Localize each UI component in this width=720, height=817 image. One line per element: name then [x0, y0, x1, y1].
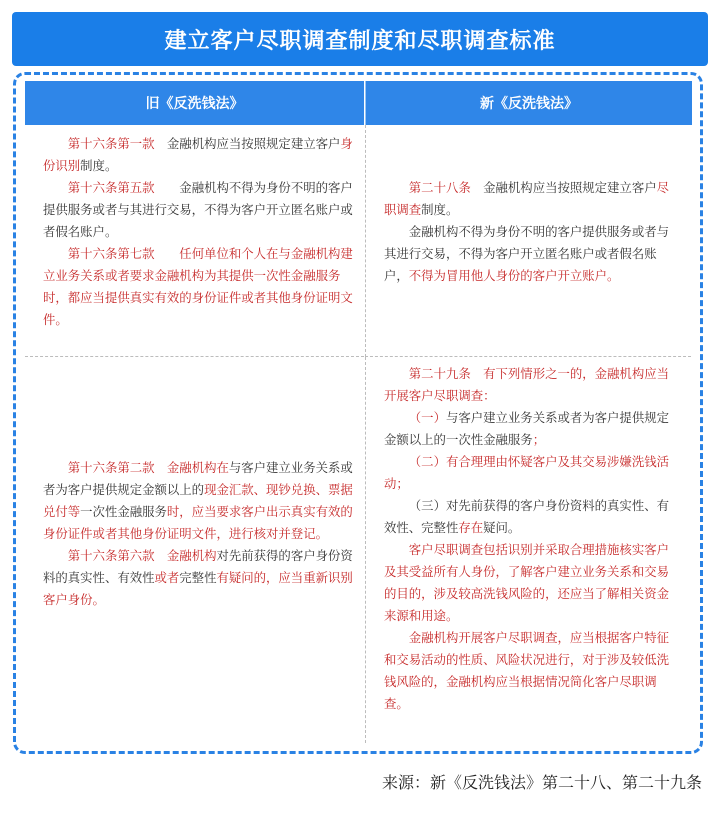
- page-title: 建立客户尽职调查制度和尽职调查标准: [164, 28, 556, 54]
- new-row2-para1: [384, 363, 681, 407]
- article-text: 金融机构不得为身份不明的客户提供服务或者与其进行交易，不得为客户开立匿名账户或者假名账户，: [384, 224, 669, 283]
- highlight-text: 尽职调查: [384, 180, 669, 217]
- highlight-text: 有下列情形之一的，金融机构应当开展客户尽职调查：: [384, 366, 669, 403]
- article-text: 金融机构不得为身份不明的客户提供服务或者与其进行交易，不得为客户开立匿名账户或者假名账户。: [43, 180, 353, 239]
- article-text: 疑问。: [483, 520, 521, 535]
- new-row2-cell: [365, 357, 691, 743]
- new-row1-cell: [365, 125, 691, 357]
- article-text: 与客户建立业务关系或者为客户提供规定金额以上的: [43, 460, 353, 497]
- article-text: 对先前获得的客户身份资料的真实性、有效性: [43, 548, 353, 585]
- highlight-text: （二）有合理理由怀疑客户及其交易涉嫌洗钱活动；: [384, 454, 669, 491]
- highlight-text: 金融机构开展客户尽职调查，应当根据客户特征和交易活动的性质、风险状况进行，对于涉及较低洗钱风险的，金融机构应当根据情况简化客户尽职调查。: [384, 630, 669, 711]
- article-ref: 第十六条第一款: [67, 136, 155, 151]
- old-row1-para1: [43, 133, 354, 177]
- new-row2-item1: [384, 407, 681, 451]
- article-ref: 第十六条第七款: [67, 246, 155, 261]
- article-text: 制度。: [421, 202, 459, 217]
- item-marker: （三）: [408, 498, 446, 513]
- article-ref: 第十六条第六款: [67, 548, 155, 563]
- article-text: 金融机构应当按照规定建立客户: [470, 180, 657, 195]
- highlight-text: 时，应当要求客户出示真实有效的身份证件或者其他身份证明文件，进行核对并登记。: [43, 504, 353, 541]
- title-banner: [12, 12, 708, 66]
- old-row1-para2: [43, 177, 354, 243]
- highlight-text: 或者: [154, 570, 180, 585]
- item-marker: ；: [532, 432, 546, 447]
- article-ref: 第二十八条: [408, 180, 471, 195]
- highlight-text: 客户尽职调查包括识别并采取合理措施核实客户及其受益所有人身份，了解客户建立业务关系和交易的目的，涉及较高洗钱风险的，还应当了解相关资金来源和用途。: [384, 542, 669, 623]
- header-old-law: 旧《反洗钱法》: [25, 81, 364, 125]
- highlight-text: 金融机构: [154, 548, 217, 563]
- highlight-text: 有疑问的: [216, 570, 267, 585]
- comparison-table: [25, 81, 691, 743]
- article-ref: 第十六条第二款: [67, 460, 155, 475]
- article-text: 制度。: [80, 158, 118, 173]
- highlight-text: 现金汇款、现钞兑换、票据兑付等: [43, 482, 353, 519]
- new-row2-item3: [384, 495, 681, 539]
- new-row2-para6: [384, 627, 681, 715]
- article-text: 与客户建立业务关系或者为客户提供规定金额以上的一次性金融服务: [384, 410, 669, 447]
- source-caption: 来源：新《反洗钱法》第二十八、第二十九条: [381, 773, 702, 792]
- highlight-text: 存在: [458, 520, 484, 535]
- old-row1-cell: [25, 125, 364, 357]
- article-text: 对先前获得的客户身份资料的真实性、有效性、完整性: [384, 498, 669, 535]
- highlight-text: 任何单位和个人在与金融机构建立业务关系或者要求金融机构为其提供一次性金融服务时，都应当提供真实有效的身份证件或者其他身份证明文件。: [43, 246, 353, 327]
- highlight-text: 不得为冒用他人身份的客户开立账户。: [408, 268, 620, 283]
- old-row2-para1: [43, 457, 354, 545]
- old-row2-para2: [43, 545, 354, 611]
- highlight-text: 身份识别: [43, 136, 353, 173]
- article-text: 一次性金融服务: [80, 504, 167, 519]
- old-row2-cell: [25, 357, 364, 743]
- highlight-text: ，应当重新识别客户身份。: [43, 570, 353, 607]
- old-row1-para3: [43, 243, 354, 331]
- new-row2-item2: [384, 451, 681, 495]
- new-row1-para1: [384, 177, 681, 221]
- article-ref: 第十六条第五款: [67, 180, 155, 195]
- article-text: 金融机构应当按照规定建立客户: [154, 136, 341, 151]
- new-row1-para2: [384, 221, 681, 287]
- article-ref: 第二十九条: [408, 366, 471, 381]
- article-text: 完整性: [179, 570, 217, 585]
- highlight-text: 金融机构在: [166, 460, 229, 475]
- comparison-frame: [13, 72, 703, 754]
- header-new-law: 新《反洗钱法》: [365, 81, 692, 125]
- new-row2-para5: [384, 539, 681, 627]
- article-text: [155, 460, 167, 475]
- item-marker: （一）: [408, 410, 446, 425]
